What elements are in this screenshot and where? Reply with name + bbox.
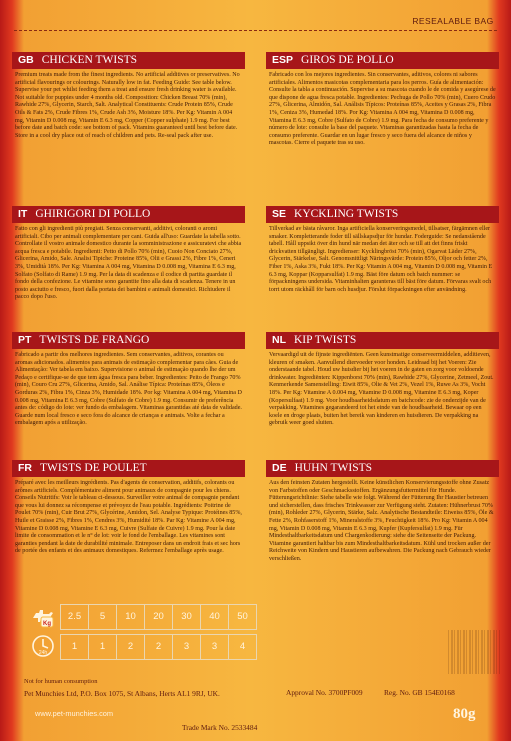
barcode-watermark xyxy=(448,630,500,674)
section-title: CHICKEN TWISTS xyxy=(41,54,138,66)
section-text: Fatto con gli ingredienti più pregiati. Senza conservanti, additivi, coloranti o aromi artificiali. Cibo per animali complementare per cani. Guida all'uso: Guardate la tabella sotto. Controllate il vostro animale domestico durante la somministrazione e assicuratevi che abbia acqua fresca e potabile. Ingredienti: Petto di Pollo 70% (min), Cuoio Non Conciato 27%, Glicerina, Amido, Sale. Analisi Tipiche: Proteine 85%, Olii e Grassi 2%, Fibre 1%, Ceneri 3%, Umidità 18%. Per Kg: Vitamina A 004 mg, Vitamina D 0.008 mg, Vitamina E 6.3 mg, Solfato (Solfato di Rame) 1.9 mg. Per la data di scadenza e il codice di partita guardate il fondo della confezione. Le vitamine sono garantite fino alla data di scadenza. Tenere in un posto asciutto e fresco, fuori dalla portata dei bambini e animali domestici. Richiudere il pacco dopo l'uso. xyxy=(15,226,242,301)
section-gb xyxy=(12,52,245,198)
section-text: Fabricado con los mejores ingredientes. Sin conservantes, aditivos, colores ni sabores artificiales. Alimentos masicotas complementaria para los perros. Guía de alimentación: Consulte la tabla a continuación. Supervise a su mascota cuando le de comida y asegúrese de que dispone de agua fresca potable. Ingredientes: Pechuga de Pollo 70% (min), Cuero Crudo 27%, Glicerina, Almidón, Sal. Análisis Típicos: Proteínas 85%, Aceites y Grasas 2%, Fibra 1%, Ceniza 3%, Humedad 18%. Por Kg: Vitamina A 004 mg, Vitamina D 0.008 mg, Vitamina E 6.3 mg, Cobre (Sulfato de Cobre) 1.9 mg. Para fecha de consumo preferente y número de lote: consulte la base del paquete. Vitaminas garantizadas hasta la fecha de consumo preferente. Guardar en un lugar fresco y seco fuera del alcance de niños y mascotas. Cierre el paquete tras su uso. xyxy=(269,72,496,147)
section-title: GIROS DE POLLO xyxy=(301,54,394,66)
dog-weight-icon xyxy=(28,604,58,628)
section-de xyxy=(266,460,499,600)
language-code: SE xyxy=(272,208,287,220)
section-fr xyxy=(12,460,245,600)
trademark-number: Trade Mark No. 2533484 xyxy=(182,723,258,732)
company-address: Pet Munchies Ltd, P.O. Box 1075, St Albans, Herts AL1 9RJ, UK. xyxy=(24,689,220,698)
svg-text:Kg: Kg xyxy=(43,621,51,627)
section-text: Aus den feinsten Zutaten hergestellt. Keine künstlichen Konservierungsstoffe ohne Zusatz von Farbstoffen oder Geschmacksstoffen. Ergänzungsfuttermittel für Hunde. Fütterungsrichtlinie: Siehe tabelle wie folgt. Während der Fütterung Ihr Haustier betreuen und sicherstellen, dass frisches Trinkwasser zur Verfügung steht. Zutaten: Hühnerbrust 70% (min), Rohleder 27%, Glycerin, Stärke, Salz. Analytische Bestandteile: Eiweiss 85%, Öle & Fette 2%, Rohfaserstoff 1%, Mineralstoffe 3%, Feuchtigkeit 18%. Pro Kg: Vitamin A 004 mg, Vitamin D 0.008 mg, Vitamin E 6.3 mg, Kupfer (Kupfersulfat) 1.9 mg. Für Mindesthaltbarkeitsdatum und Chargenkodierung: siehe die Seitenseite der Packung. Vitamine garantiert haltbar bis zum Mindesthaltbarkeitsdatum. Kühl und trocken außer der Reichweite von Kindern und Haustieren aufbewahren. Die Packung nach Gebrauch wieder verschließen. xyxy=(269,480,494,562)
section-header xyxy=(12,206,245,223)
section-header xyxy=(266,206,499,223)
weight-cell: 2.5 xyxy=(60,604,89,630)
language-code: GB xyxy=(18,54,34,66)
section-se xyxy=(266,206,499,322)
resealable-label: RESEALABLE BAG xyxy=(412,16,494,26)
section-text: Tillverkad av bästa råvaror. Inga artificiella konserveringsmedel, tillsatser, färgämnen eller smaker. Kompletterande foder till sällskapsdjur för hundar. Foderguide: Se nedanstående tabell. Håll uppsikt över din hund när medan det äter och se till att det finns friskt drickvatten tillgängligt. Ingredienser: Kycklingbröst 70% (min), Ogarvat Läder 27%, Glycerin, Stärkelse, Salt. Genomsnittligt Näringsvärde: Protein 85%, Oljor och fetter 2%, Fiber 1%, Aska 3%, Fukt 18%. Per Kg: Vitamin A 004 mg, Vitamin D 0.008 mg, Vitamin E 6.3 mg, Koppar (Kopparsulfat) 1.9 mg. Bäst före datum och batch nummer: se förpackningens undersida. Vitaminhalten garanteras till bäst före datum. Förvaras svalt och torrt utom räckhåll för barn och husdjur. Förslut förpackningen efter användning. xyxy=(269,226,493,293)
weight-cell: 5 xyxy=(88,604,117,630)
section-text: Vervaardigd uit de fijnste ingrediënten. Geen kunstmatige conserveermiddelen, additieven, kleuren of smaken. Aanvullend diervoeder voor honden. Leidraad bij het Voeren: Zie onderstaande tabel. Houd uw huisdier bij het voeren in de gaten en zorg voor voldoende drinkwater. Ingrediënten: Kippenborst 70% (min), Rawhide 27%, Glycerine, Zetmeel, Zout. Kenmerkende Samenstelling: Eiwit 85%, Olie & Vet 2%, Vezel 1%, Ruwe As 3%, Vocht 18%. Per Kg: Vitamine A 0.004 mg, Vitamine D 0.008 mg, Vitamine E 6.3 mg, Koper (Kopersulfaat) 1.9 mg. Voor houdbaarheidsdatum en batchcode: zie de onderzijde van de verpakking. Vitamines gegarandeerd tot het einde van de houdbaarheid. Bewaar op een koele en droge plaats, buiten het bereik van kinderen en huisdieren. De verpakking na gebruik weer goed sluiten. xyxy=(269,352,494,427)
section-header xyxy=(266,52,499,69)
section-title: TWISTS DE FRANGO xyxy=(39,334,150,346)
not-for-human-notice: Not for human consumption xyxy=(24,678,98,685)
daily-row xyxy=(28,634,256,660)
section-nl xyxy=(266,332,499,452)
weight-cell: 10 xyxy=(116,604,145,630)
daily-cell: 3 xyxy=(200,634,229,660)
net-weight: 80g xyxy=(453,706,476,722)
feeding-table xyxy=(28,602,248,666)
daily-cell: 1 xyxy=(88,634,117,660)
section-header xyxy=(266,460,499,477)
website-link[interactable]: www.pet-munchies.com xyxy=(35,709,114,718)
section-text: Premium treats made from the finest ingredients. No artificial additives or preservatives. No artificial flavourings or colourings. Naturally low in fat. Feeding Guide: See table below. Supervise your pet whilst feeding them a treat and ensure fresh drinking water is available. Not suitable for puppies under 4 months old. Composition: Chicken Breast 70% (min), Rawhide 27%, Glycerin, Starch, Salt. Analytical Constituents: Crude Protein 85%, Crude Oils & Fats 2%, Crude Fibres 1%, Crude Ash 3%, Moisture 18%. Per Kg: Vitamin A 004 mg, Vitamin D 0.008 mg, Vitamin E 6.3 mg, Copper (Copper sulphate) 1.9 mg. For best before date and batch code: see bottom of pack. Vitamins guaranteed until best before date. Store in a cool dry place out of reach of children and pets. Re-seal pack after use. xyxy=(15,72,240,139)
section-esp xyxy=(266,52,499,198)
section-pt xyxy=(12,332,245,452)
approval-number: Approval No. 3700PF009 xyxy=(286,688,363,697)
weight-cell: 40 xyxy=(200,604,229,630)
section-header xyxy=(266,332,499,349)
section-title: GHIRIGORI DI POLLO xyxy=(35,208,151,220)
section-header xyxy=(12,460,245,477)
daily-cell: 1 xyxy=(60,634,89,660)
daily-cell: 2 xyxy=(144,634,173,660)
section-title: KYCKLING TWISTS xyxy=(294,208,399,220)
daily-cell: 3 xyxy=(172,634,201,660)
daily-cell: 2 xyxy=(116,634,145,660)
section-it xyxy=(12,206,245,322)
language-code: FR xyxy=(18,462,32,474)
registration-number: Reg. No. GB 154E0168 xyxy=(384,688,455,697)
section-text: Fabricado a partir dos melhores ingredientes. Sem conservantes, aditivos, corantes ou aromas adicionados. alimentos para animais de estimação complementar para cães. Guia de Alimentação: Ver tabela em baixo. Supervisione o animal de estimação quando lhe der um Pedaço e certifique-se de que tem água fresca para beber. Ingredientes: Peito de Frango 70% (min), Couro Cru 27%, Glicerina, Amido, Sal. Análise Típica: Proteínas 85%, Óleos e Gorduras 2%, Fibra 1%, Cinza 3%, Humidade 18%. Por kg: Vitamina A 004 mg, Vitamina D 0.008 mg, Vitamina E 6.3 mg, Cobre (Sulfato de Cobre) 1.9 mg. Consumir de preferência antes de: código do lote: ver fundo da embalagem. Vitaminas garantidas até data de validade. Guarde num local fresco e seco fora do alcance de crianças e animais. Volte a fechar a embalagem após a utilização. xyxy=(15,352,242,427)
language-code: IT xyxy=(18,208,28,220)
section-header xyxy=(12,52,245,69)
section-text: Préparé avec les meilleurs ingrédients. Pas d'agents de conservation, additifs, colorants ou arômes artificiels. Complémentaire aliment pour animaux de compagnie pour les chiens. Conseils Nutritifs: Voir le tableau ci-dessous. Surveiller votre animal de compagnie pendant que vous lui donnez sa récompense et prévoyez de l'eau potable. Ingrédients: Poitrine de Poulet 70% (min), Cuir Brut 27%, Glycérine, Amidon, Sel. Analyse Typique: Protéines 85%, Huile et Graisse 2%, Fibres 1%, Cendres 3%, Humidité 18%. Par Kg: Vitamine A 004 mg, Vitamine D 0.008 mg, Vitamine E 6.3 mg, Cuivre (Sulfate de Cuivre) 1.9 mg. Pour la date limite de consommation et le n° de lot: voir le fond de l'emballage. Les vitamines sont garanties pendant la date de durabilité minimale. Entreposer dans un endroit frais et sec hors de portée des enfants et des animaux domestiques. Refermez l'emballage après usage. xyxy=(15,480,242,555)
section-header xyxy=(12,332,245,349)
section-title: TWISTS DE POULET xyxy=(40,462,147,474)
section-title: KIP TWISTS xyxy=(294,334,357,346)
language-code: PT xyxy=(18,334,32,346)
weight-row xyxy=(28,604,256,630)
weight-cell: 20 xyxy=(144,604,173,630)
reseal-line xyxy=(14,30,497,33)
weight-cell: 50 xyxy=(228,604,257,630)
language-code: ESP xyxy=(272,54,294,66)
svg-text:24h: 24h xyxy=(38,650,48,656)
language-code: NL xyxy=(272,334,286,346)
language-code: DE xyxy=(272,462,287,474)
daily-cell: 4 xyxy=(228,634,257,660)
weight-cell: 30 xyxy=(172,604,201,630)
clock-24h-icon xyxy=(28,634,58,658)
section-title: HUHN TWISTS xyxy=(294,462,373,474)
